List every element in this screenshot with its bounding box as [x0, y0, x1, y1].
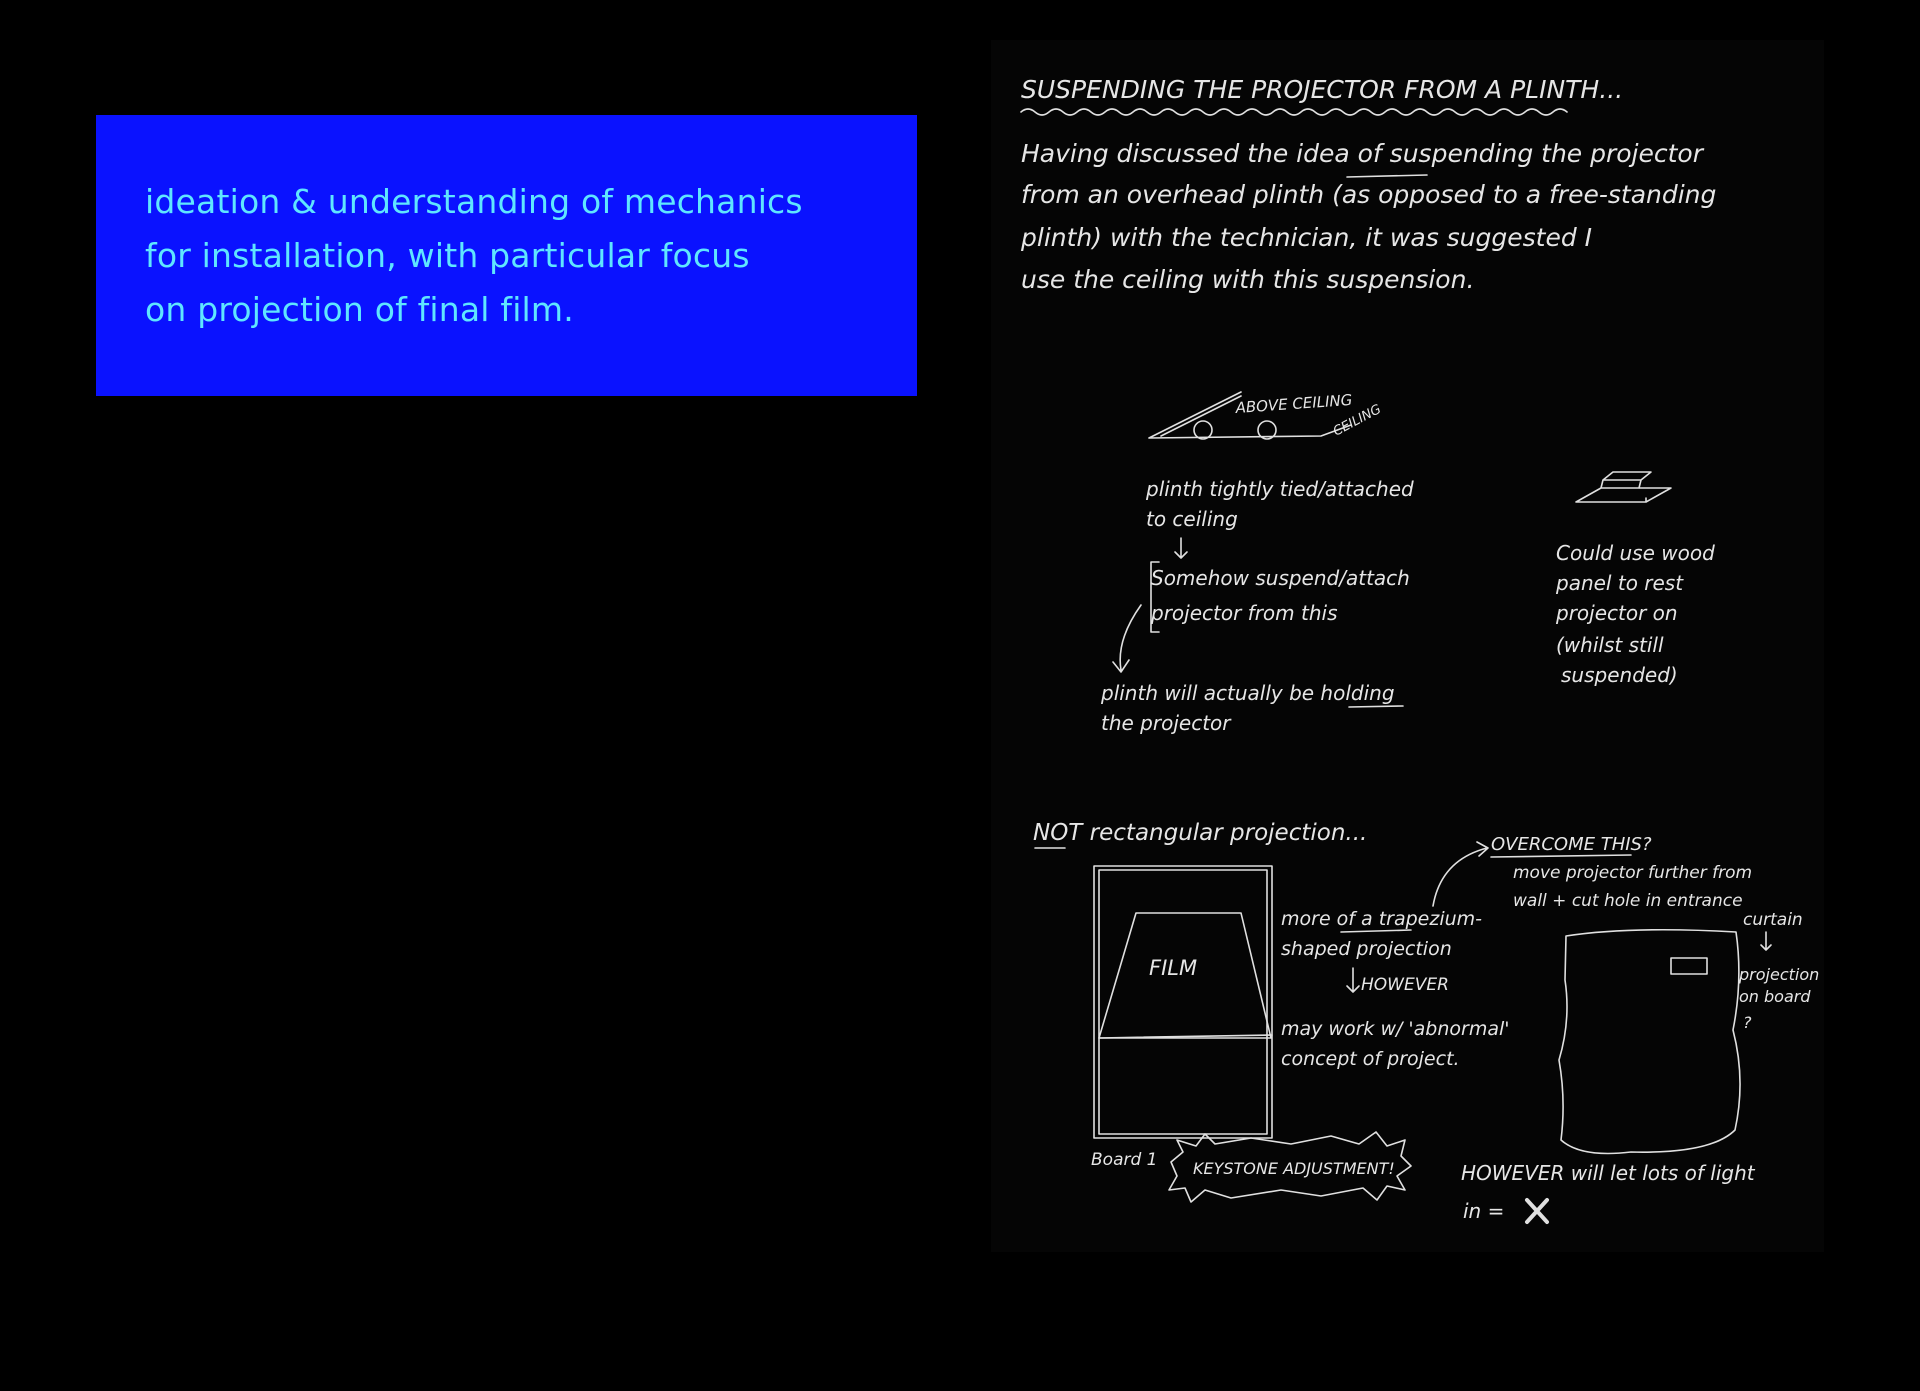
move-note-2: wall + cut hole in entrance [1513, 891, 1743, 911]
film-label: FILM [1149, 956, 1198, 980]
label-above-ceiling: ABOVE CEILING [1235, 390, 1353, 417]
caption-line-3: on projection of final film. [145, 290, 574, 329]
note-holding-1: plinth will actually be holding [1101, 681, 1395, 705]
side-note-1: Could use wood [1556, 541, 1715, 565]
trapezium-note-1: more of a trapezium- [1281, 908, 1483, 930]
caption-box [96, 115, 917, 396]
note-plinth-tied-1: plinth tightly tied/attached [1146, 477, 1414, 501]
move-note-1: move projector further from [1513, 863, 1753, 883]
side-note-3: projector on [1556, 601, 1678, 625]
board-1-outline [1094, 866, 1272, 1138]
arrow-down-2 [1347, 968, 1359, 992]
projection-note-2: on board [1739, 987, 1811, 1006]
cross-mark-icon [1527, 1200, 1547, 1222]
light-note: HOWEVER will let lots of light [1461, 1161, 1755, 1185]
curtain-label: curtain [1743, 910, 1803, 930]
overcome-underline [1491, 855, 1631, 857]
heading-wavy-underline [1021, 109, 1567, 115]
trapezium-note-2: shaped projection [1281, 938, 1452, 960]
caption-line-1: ideation & understanding of mechanics [145, 182, 803, 221]
overcome-label: OVERCOME THIS? [1491, 834, 1652, 855]
keystone-label: KEYSTONE ADJUSTMENT! [1193, 1159, 1395, 1178]
curved-arrow-down [1113, 605, 1141, 672]
caption-line-2: for installation, with particular focus [145, 236, 750, 275]
sketch-drawing [991, 40, 1824, 1252]
holding-underline [1349, 706, 1403, 707]
projection-note-1: projection [1739, 965, 1820, 984]
side-note-2: panel to rest [1556, 571, 1684, 595]
side-note-5: suspended) [1561, 663, 1678, 687]
intro-line-3: plinth) with the technician, it was suggested I [1021, 223, 1593, 252]
arrow-down-curtain [1761, 932, 1771, 950]
projection-note-3: ? [1743, 1013, 1752, 1032]
sketchbook-page-scan [991, 40, 1824, 1252]
abnormal-note-1: may work w/ 'abnormal' [1281, 1018, 1510, 1040]
note-holding-2: the projector [1101, 711, 1231, 735]
note-suspend-2: projector from this [1151, 601, 1338, 625]
arrow-to-overcome [1433, 842, 1488, 906]
board-label: Board 1 [1091, 1150, 1158, 1170]
intro-line-1: Having discussed the idea of suspending the projector [1021, 139, 1704, 168]
side-note-4: (whilst still [1556, 633, 1664, 657]
note-suspend-1: Somehow suspend/attach [1151, 566, 1410, 590]
board-1-inner [1099, 870, 1267, 1134]
arrow-down-1 [1175, 538, 1187, 558]
projection-rect [1671, 958, 1707, 974]
intro-line-4: use the ceiling with this suspension. [1021, 265, 1475, 294]
in-equals: in = [1463, 1199, 1505, 1223]
note-plinth-tied-2: to ceiling [1146, 507, 1238, 531]
label-ceiling: CEILING [1330, 401, 1384, 440]
curtain-drawing [1559, 930, 1740, 1154]
not-rectangular-heading: NOT rectangular projection... [1033, 820, 1368, 846]
suspension-ring-1 [1194, 421, 1212, 439]
abnormal-note-2: concept of project. [1281, 1048, 1460, 1070]
suspending-underline [1347, 175, 1427, 177]
intro-line-2: from an overhead plinth (as opposed to a free-standing [1021, 180, 1717, 209]
however-label: HOWEVER [1361, 975, 1449, 995]
sketch-heading: SUSPENDING THE PROJECTOR FROM A PLINTH... [1021, 75, 1624, 104]
wood-panel-drawing [1576, 472, 1671, 502]
trapezium-underline [1341, 930, 1411, 932]
